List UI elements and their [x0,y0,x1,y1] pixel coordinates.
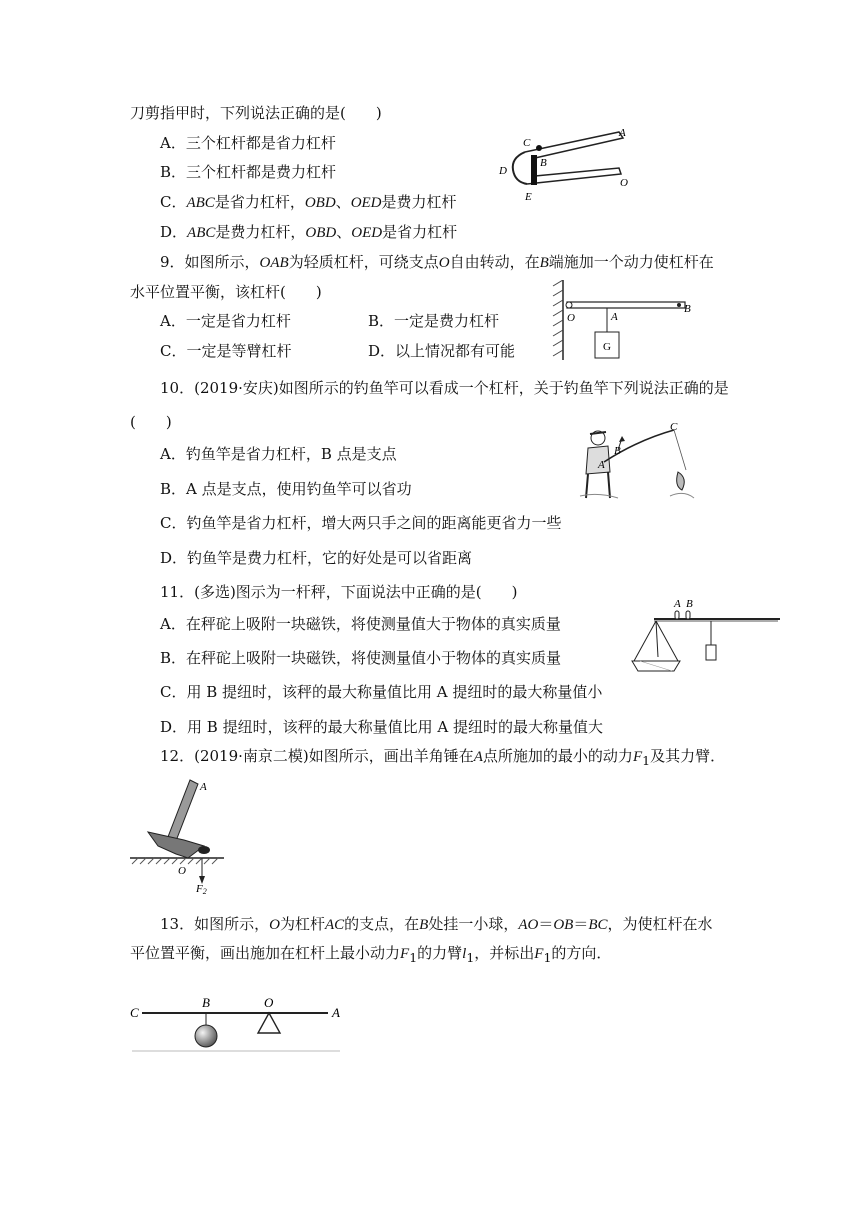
q9-option-d: D．以上情况都有可能 [368,342,516,360]
q12-label-f2: F2 [196,883,207,894]
q9-label-g: G [603,341,611,353]
q11-option-b: B．在秤砣上吸附一块磁铁，将使测量值小于物体的真实质量 [160,649,562,667]
q10-label-b: B [614,445,621,457]
claw-hammer-figure [128,776,228,894]
q9-label-b: B [684,303,691,315]
q10-label-c: C [670,421,678,433]
q9-label-o: O [567,312,575,324]
q11-option-a: A．在秤砣上吸附一块磁铁，将使测量值大于物体的真实质量 [160,615,561,633]
q11-label-b: B [686,598,693,610]
lever-ball-figure [128,993,348,1055]
q8-label-e: E [525,191,532,203]
q11-label-a: A [674,598,681,610]
q13-label-a: A [332,1005,340,1020]
nail-clipper-figure [495,122,635,204]
q10-option-b: B．A 点是支点，使用钓鱼竿可以省功 [160,480,412,498]
q10-option-d: D．钓鱼竿是费力杠杆，它的好处是可以省距离 [160,549,473,567]
q10-label-a: A [598,459,605,471]
q13-label-b: B [202,995,210,1010]
q8-label-o: O [620,177,628,189]
q8-option-c: C．ABC是省力杠杆，OBD、OED是费力杠杆 [160,193,457,211]
q11-option-d: D．用 B 提纽时，该秤的最大称量值比用 A 提纽时的最大称量值大 [160,718,603,736]
lever-wall-figure [545,280,695,362]
q10-option-c: C．钓鱼竿是省力杠杆，增大两只手之间的距离能更省力一些 [160,514,562,532]
q11-stem: 11．(多选)图示为一杆秤，下面说法中正确的是( ) [160,583,518,601]
q8-label-b: B [540,157,547,169]
q13-stem-line1: 13．如图所示，O为杠杆AC的支点，在B处挂一小球，AO＝OB＝BC，为使杠杆在水 [160,915,713,933]
q8-label-a: A [619,127,626,139]
q9-stem-line1: 9．如图所示，OAB为轻质杠杆，可绕支点O自由转动，在B端施加一个动力使杠杆在 [160,253,714,271]
steelyard-figure [628,597,783,679]
q13-label-o: O [264,995,274,1010]
q8-label-c: C [523,137,531,149]
q8-option-b: B．三个杠杆都是费力杠杆 [160,163,337,181]
q8-stem: 刀剪指甲时，下列说法正确的是( ) [130,104,382,122]
fishing-rod-figure [578,420,703,502]
q10-option-a: A．钓鱼竿是省力杠杆，B 点是支点 [160,445,397,463]
q12-stem: 12．(2019·南京二模)如图所示，画出羊角锤在A点所施加的最小的动力$F_1$及其力臂． [160,747,726,768]
q8-option-d: D．ABC是费力杠杆，OBD、OED是省力杠杆 [160,223,458,241]
q10-stem-line2: ( ) [130,413,172,431]
q9-option-b: B．一定是费力杠杆 [368,312,500,330]
q9-label-a: A [611,311,618,323]
q8-label-d: D [499,165,507,177]
q10-stem-line1: 10．(2019·安庆)如图所示的钓鱼竿可以看成一个杠杆，关于钓鱼竿下列说法正确的是 [160,379,729,397]
q9-option-a: A．一定是省力杠杆 [160,312,291,330]
q11-option-c: C．用 B 提纽时，该秤的最大称量值比用 A 提纽时的最大称量值小 [160,683,603,701]
q12-label-a: A [200,781,207,793]
q9-stem-line2: 水平位置平衡，该杠杆( ) [130,283,322,301]
q13-stem-line2: 平位置平衡，画出施加在杠杆上最小动力$F_1$的力臂$l_1$，并标出$F_1$的方向． [130,944,612,965]
q13-label-c: C [130,1005,139,1020]
q12-label-o: O [178,865,186,877]
q8-option-a: A．三个杠杆都是省力杠杆 [160,134,336,152]
q9-option-c: C．一定是等臂杠杆 [160,342,292,360]
